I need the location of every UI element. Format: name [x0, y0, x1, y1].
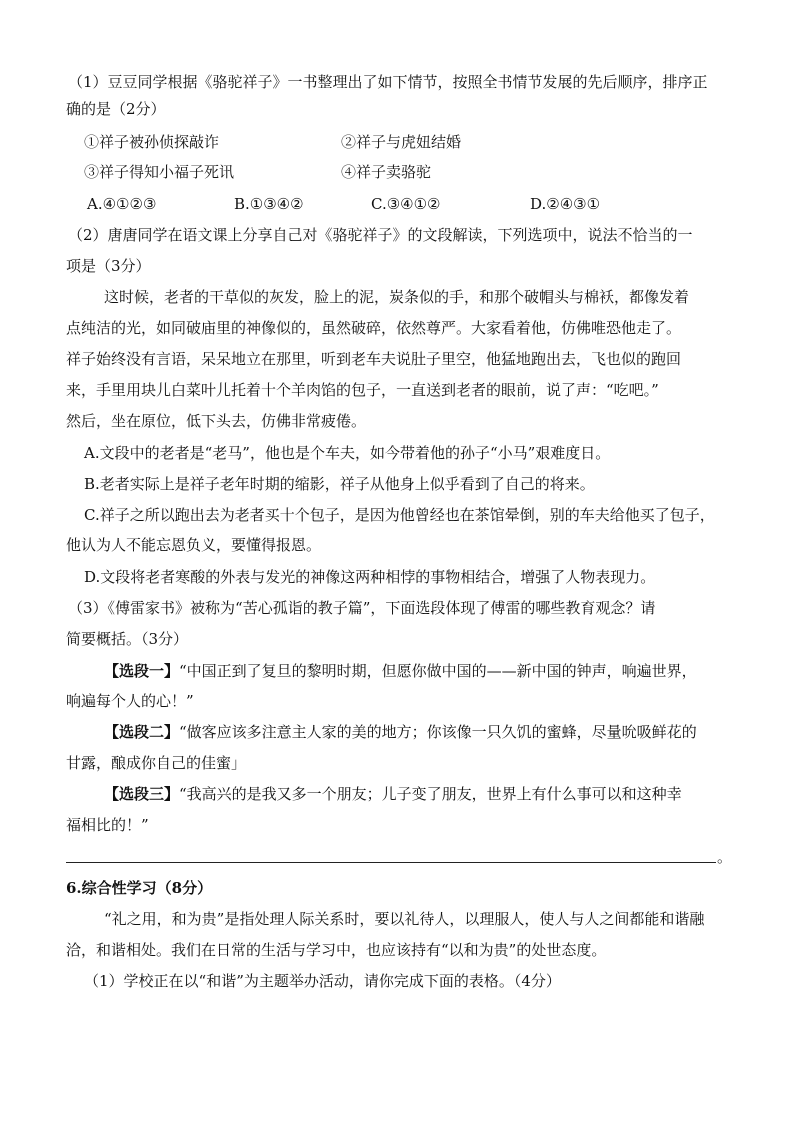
q3-excerpt-2-tag: 【选段二】: [104, 723, 180, 741]
q2-passage-line2: 点纯洁的光，如同破庙里的神像似的，虽然破碎，依然尊严。大家看着他，仿佛唯恐他走了。: [66, 319, 682, 337]
q3-stem-line1: （3）《傅雷家书》被称为“苦心孤诣的教子篇”，下面选段体现了傅雷的哪些教育观念？请: [68, 599, 656, 617]
q1-option-a: A.④①②③: [87, 195, 157, 213]
q3-answer-line[interactable]: [66, 862, 716, 863]
q3-excerpt-2-cont: 甘露，酿成你自己的佳蜜」: [66, 754, 247, 772]
q3-excerpt-2-text: “做客应该多注意主人家的美的地方；你该像一只久饥的蜜蜂，尽量吮吸鲜花的: [179, 723, 697, 741]
q3-stem-line2: 简要概括。（3分）: [66, 630, 189, 648]
q2-passage-line4: 来，手里用块儿白菜叶儿托着十个羊肉馅的包子，一直送到老者的眼前，说了声：“吃吧。”: [66, 381, 659, 399]
q3-excerpt-1: [104, 661, 697, 681]
q1-event-1: ①祥子被孙侦探敲诈: [84, 133, 220, 151]
q6-intro-line1: “礼之用，和为贵”是指处理人际关系时，要以礼待人，以理服人，使人与人之间都能和谐融: [104, 910, 705, 928]
q3-excerpt-2: [104, 722, 697, 742]
q3-excerpt-3-tag: 【选段三】: [104, 785, 180, 803]
q1-event-4: ④祥子卖骆驼: [341, 163, 432, 181]
q1-option-c: C.③④①②: [371, 195, 441, 213]
q2-option-d: D.文段将老者寒酸的外表与发光的神像这两种相悖的事物相结合，增强了人物表现力。: [84, 568, 656, 586]
q2-passage-line5: 然后，坐在原位，低下头去，仿佛非常疲倦。: [66, 412, 367, 430]
q2-option-c-line2: 他认为人不能忘恩负义，要懂得报恩。: [66, 536, 322, 554]
q3-excerpt-3: [104, 784, 682, 804]
q1-stem-line2: 确的是（2分）: [66, 100, 166, 118]
q2-stem-line2: 项是（3分）: [66, 257, 151, 275]
q6-sub1-stem: （1）学校正在以“和谐”为主题举办活动，请你完成下面的表格。（4分）: [84, 972, 561, 990]
q3-excerpt-3-text: “我高兴的是我又多一个朋友；儿子变了朋友，世界上有什么事可以和这种幸: [179, 785, 682, 803]
q6-heading: 6.综合性学习（8分）: [66, 879, 213, 897]
q3-excerpt-1-tag: 【选段一】: [104, 662, 180, 680]
q3-excerpt-1-text: “中国正到了复旦的黎明时期，但愿你做中国的——新中国的钟声，响遍世界，: [179, 662, 697, 680]
q1-event-2: ②祥子与虎妞结婚: [341, 133, 462, 151]
q2-passage-line1: 这时候，老者的干草似的灰发，脸上的泥，炭条似的手，和那个破帽头与棉袄，都像发着: [104, 288, 690, 306]
q6-intro-line2: 洽，和谐相处。我们在日常的生活与学习中，也应该持有“以和为贵”的处世态度。: [66, 941, 607, 959]
q1-option-d: D.②④③①: [530, 195, 601, 213]
q2-stem-line1: （2）唐唐同学在语文课上分享自己对《骆驼祥子》的文段解读，下列选项中，说法不恰当的一: [68, 226, 693, 244]
q2-option-b: B.老者实际上是祥子老年时期的缩影，祥子从他身上似乎看到了自己的将来。: [84, 475, 595, 493]
q1-event-3: ③祥子得知小福子死讯: [84, 163, 235, 181]
q1-stem-line1: （1）豆豆同学根据《骆驼祥子》一书整理出了如下情节，按照全书情节发展的先后顺序，排序正: [68, 73, 708, 91]
q2-option-c-line1: C.祥子之所以跑出去为老者买十个包子，是因为他曾经也在茶馆晕倒，别的车夫给他买了包子，: [84, 506, 715, 524]
q3-excerpt-1-cont: 响遍每个人的心！”: [66, 692, 194, 710]
q3-excerpt-3-cont: 福相比的！”: [66, 816, 149, 834]
q2-passage-line3: 祥子始终没有言语，呆呆地立在那里，听到老车夫说肚子里空，他猛地跑出去，飞也似的跑回: [66, 350, 682, 368]
q2-option-a: A.文段中的老者是“老马”，他也是个车夫，如今带着他的孙子“小马”艰难度日。: [84, 444, 611, 462]
q1-option-b: B.①③④②: [234, 195, 304, 213]
q3-answer-end-mark: 。: [717, 848, 733, 866]
